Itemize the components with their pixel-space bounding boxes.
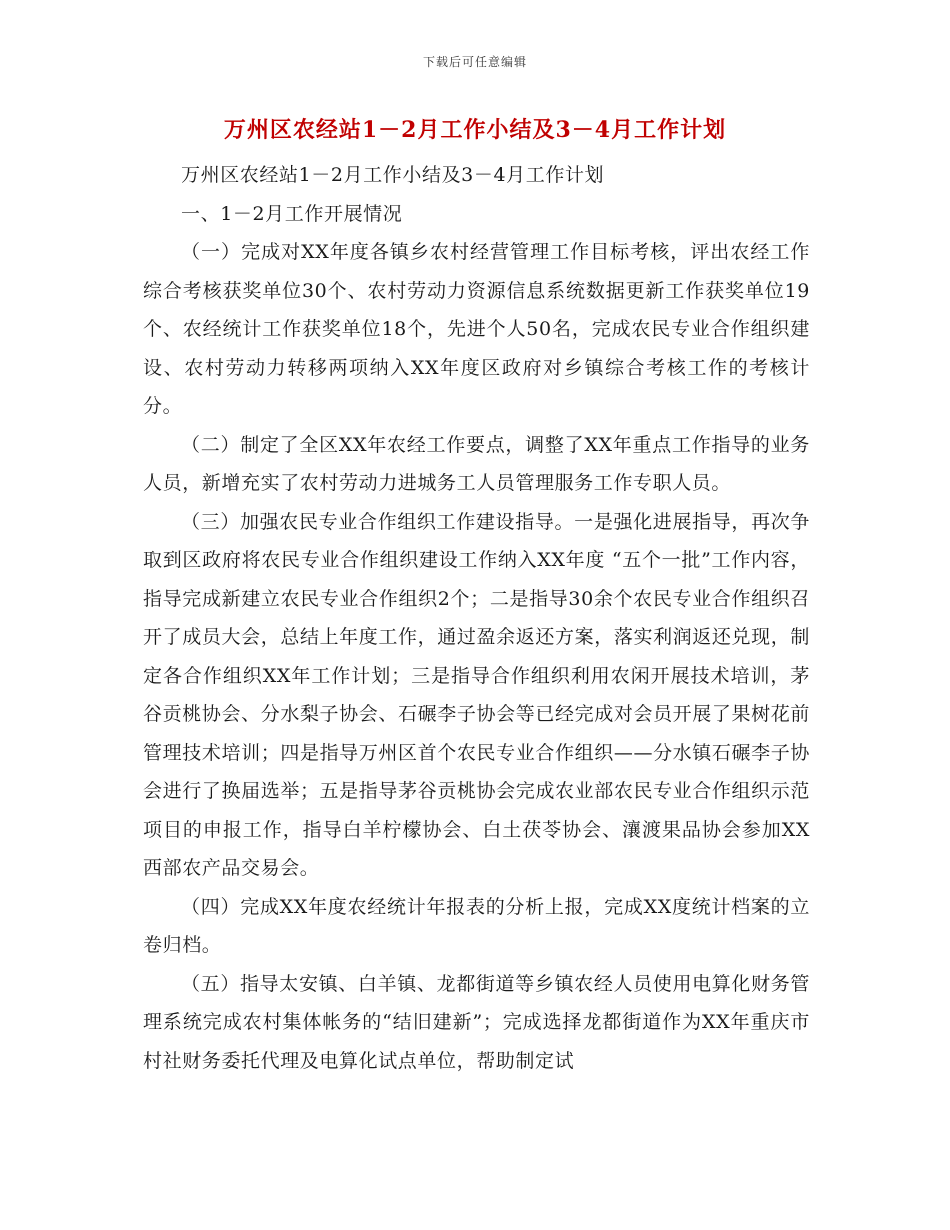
document-body	[143, 156, 810, 1080]
paragraph-item-2: （二）制定了全区XX年农经工作要点，调整了XX年重点工作指导的业务人员，新增充实了农村劳动力进城务工人员管理服务工作专职人员。	[143, 433, 810, 494]
paragraph-subtitle: 万州区农经站1－2月工作小结及3－4月工作计划	[181, 164, 605, 186]
paragraph-item-3: （三）加强农民专业合作组织工作建设指导。一是强化进展指导，再次争取到区政府将农民专业合作组织建设工作纳入XX年度 “五个一批”工作内容，指导完成新建立农民专业合作组织2个；二是指导30余个农民专业合作组织召开了成员大会，总结上年度工作，通过盈余返还方案，落实利润返还兑现，制定各合作组织XX年工作计划；三是指导合作组织利用农闲开展技术培训，茅谷贡桃协会、分水梨子协会、石碾李子协会等已经完成对会员开展了果树花前管理技术培训；四是指导万州区首个农民专业合作组织——分水镇石碾李子协会进行了换届选举；五是指导茅谷贡桃协会完成农业部农民专业合作组织示范项目的申报工作，指导白羊柠檬协会、白土茯苓协会、瀼渡果品协会参加XX西部农产品交易会。	[143, 510, 810, 879]
paragraph-item-1: （一）完成对XX年度各镇乡农村经营管理工作目标考核，评出农经工作综合考核获奖单位30个、农村劳动力资源信息系统数据更新工作获奖单位19个、农经统计工作获奖单位18个，先进个人50名，完成农民专业合作组织建设、农村劳动力转移两项纳入XX年度区政府对乡镇综合考核工作的考核计分。	[143, 241, 810, 417]
paragraph-item-4: （四）完成XX年度农经统计年报表的分析上报，完成XX度统计档案的立卷归档。	[143, 895, 810, 956]
document-title: 万州区农经站1－2月工作小结及3－4月工作计划	[223, 117, 727, 143]
paragraph-section-heading: 一、1－2月工作开展情况	[181, 202, 403, 225]
page-header-note: 下载后可任意编辑	[422, 55, 527, 69]
paragraph-item-5: （五）指导太安镇、白羊镇、龙都街道等乡镇农经人员使用电算化财务管理系统完成农村集体帐务的“结旧建新”；完成选择龙都街道作为XX年重庆市村社财务委托代理及电算化试点单位，帮助制定试	[143, 972, 810, 1072]
